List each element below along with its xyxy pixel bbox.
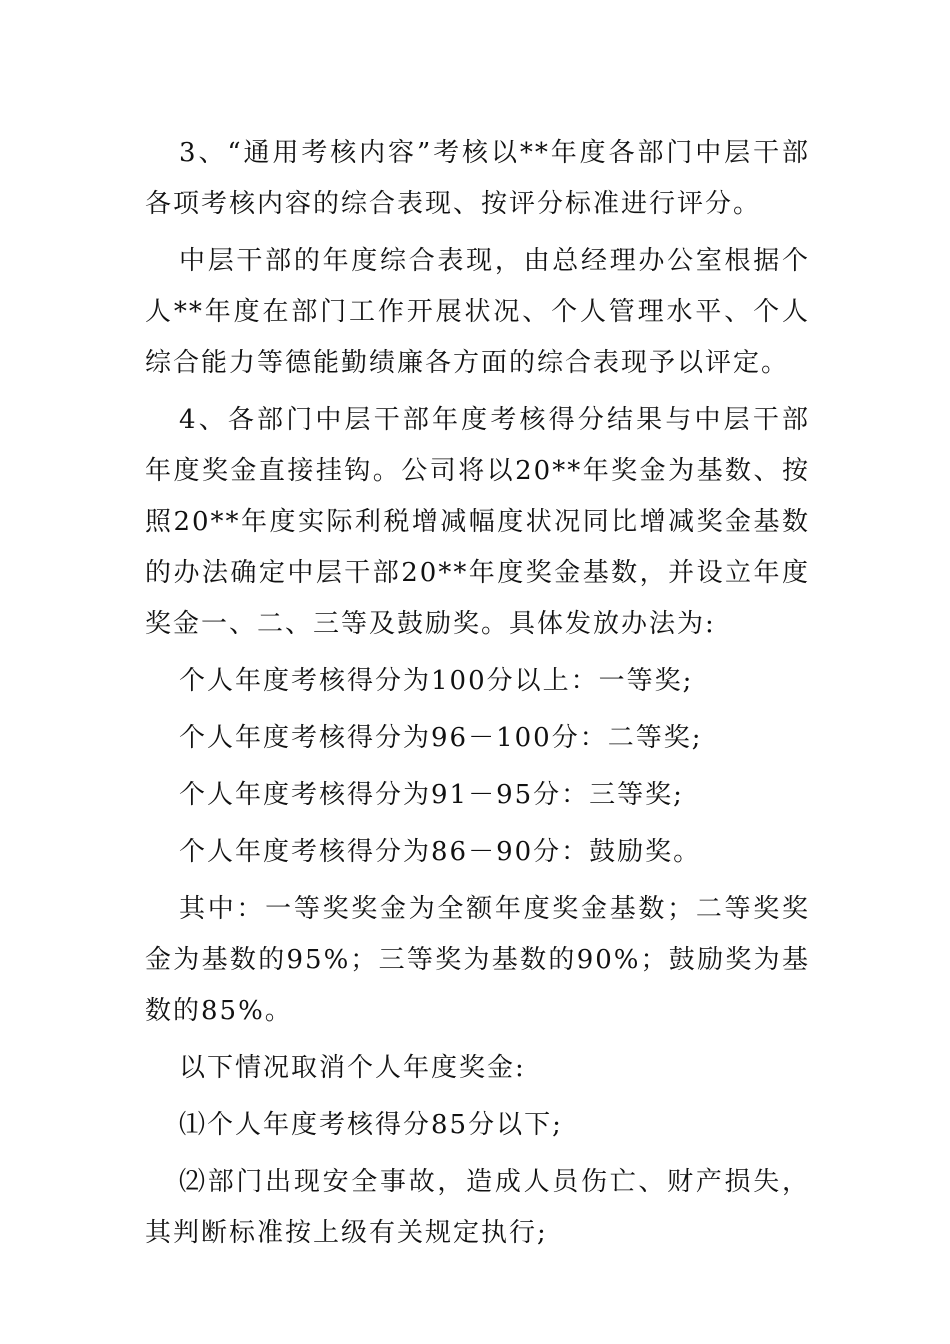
paragraph-third-prize: 个人年度考核得分为91－95分：三等奖; — [179, 780, 684, 810]
paragraph-cancellation-intro: 以下情况取消个人年度奖金: — [179, 1053, 526, 1083]
paragraph-bonus-linkage: 4、各部门中层干部年度考核得分结果与中层干部年度奖金直接挂钩。公司将以20**年奖金为基数、按照20**年度实际利税增减幅度状况同比增减奖金基数的办法确定中层干部20**年度奖金基数，并设立年度奖金一、二、三等及鼓励奖。具体发放办法为: — [145, 405, 810, 639]
paragraph-second-prize: 个人年度考核得分为96－100分：二等奖; — [179, 723, 703, 753]
paragraph-first-prize: 个人年度考核得分为100分以上：一等奖; — [179, 666, 694, 696]
document-body — [145, 128, 810, 1265]
paragraph-cancellation-item-1: ⑴个人年度考核得分85分以下; — [179, 1110, 563, 1140]
paragraph-annual-performance: 中层干部的年度综合表现，由总经理办公室根据个人**年度在部门工作开展状况、个人管理水平、个人综合能力等德能勤绩廉各方面的综合表现予以评定。 — [145, 246, 810, 378]
paragraph-cancellation-item-2: ⑵部门出现安全事故，造成人员伤亡、财产损失，其判断标准按上级有关规定执行; — [145, 1167, 810, 1248]
paragraph-encouragement-prize: 个人年度考核得分为86－90分：鼓励奖。 — [179, 837, 702, 867]
paragraph-bonus-ratios: 其中：一等奖奖金为全额年度奖金基数；二等奖奖金为基数的95%；三等奖为基数的90%；鼓励奖为基数的85%。 — [145, 894, 810, 1026]
paragraph-general-assessment: 3、“通用考核内容”考核以**年度各部门中层干部各项考核内容的综合表现、按评分标准进行评分。 — [145, 138, 810, 219]
